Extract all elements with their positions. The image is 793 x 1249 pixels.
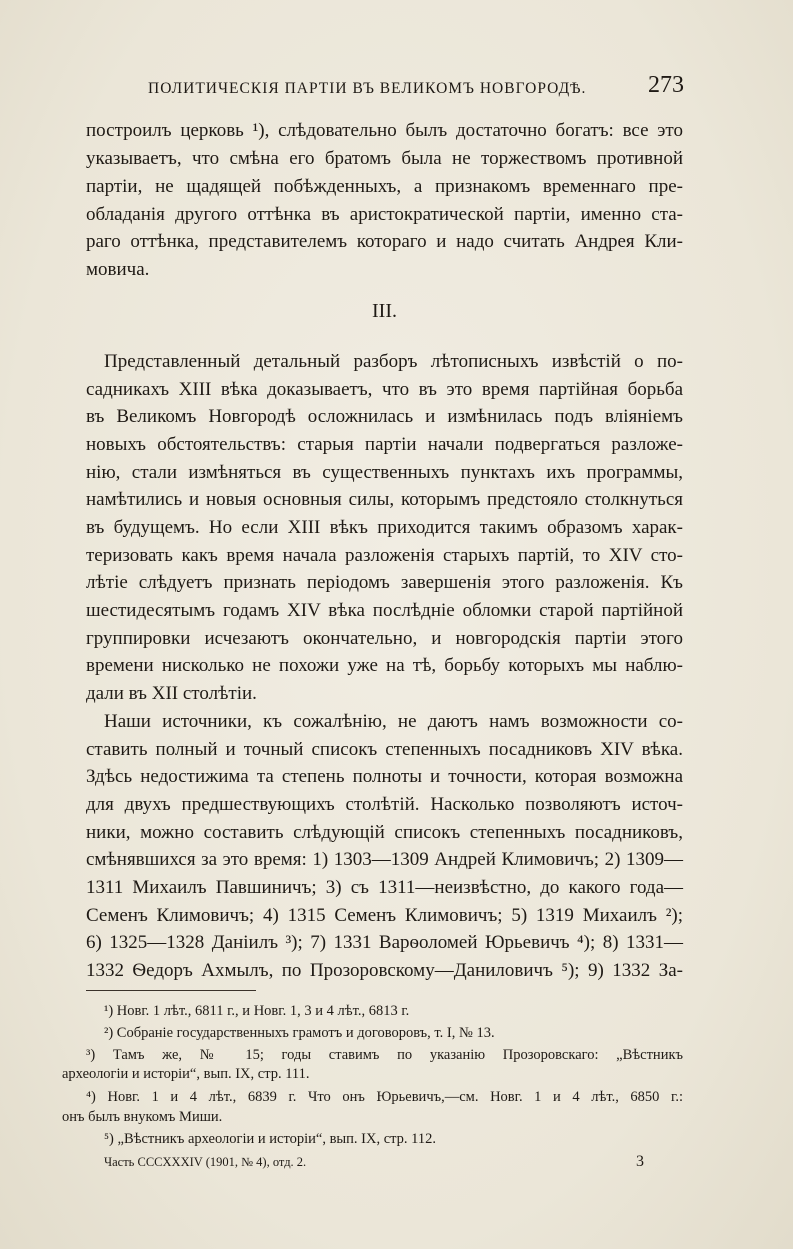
text-line: 1311 Михаилъ Павшиничъ; 3) съ 1311—неизвѣстно, до какого года— — [86, 877, 683, 898]
footnote: онъ былъ внукомъ Миши. — [62, 1109, 223, 1125]
text-line: Семенъ Климовичъ; 4) 1315 Семенъ Климовичъ; 5) 1319 Михаилъ ²); — [86, 905, 683, 926]
text-line: времени нисколько не похожи уже на тѣ, борьбу которыхъ мы наблю- — [86, 655, 683, 676]
text-line: въ будущемъ. Но если XIII вѣкъ приходится такимъ образомъ харак- — [86, 517, 683, 538]
footnote: ⁵) „Вѣстникъ археологіи и исторіи“, вып. IX, стр. 112. — [104, 1131, 436, 1147]
text-line: указываетъ, что смѣна его братомъ была не торжествомъ противной — [86, 148, 683, 169]
text-line: новыхъ обстоятельствъ: старыя партіи начали подвергаться разложе- — [86, 434, 683, 455]
text-line: шестидесятымъ годамъ XIV вѣка послѣдніе обломки старой партійной — [86, 600, 683, 621]
footnote: ¹) Новг. 1 лѣт., 6811 г., и Новг. 1, 3 и 4 лѣт., 6813 г. — [104, 1003, 410, 1019]
text-line: построилъ церковь ¹), слѣдовательно былъ достаточно богатъ: все это — [86, 120, 683, 141]
text-line: намѣтились и новыя основныя силы, которымъ предстояло столкнуться — [86, 489, 683, 510]
text-line: въ Великомъ Новгородѣ осложнилась и измѣнилась подъ вліяніемъ — [86, 406, 683, 427]
text-line: обладанія другого оттѣнка въ аристократической партіи, именно ста- — [86, 204, 683, 225]
footnote-divider — [86, 990, 256, 991]
footnote: археологіи и исторіи“, вып. IX, стр. 111. — [62, 1066, 310, 1082]
text-line: для двухъ предшествующихъ столѣтій. Насколько позволяютъ источ- — [86, 794, 683, 815]
text-line: теризовать какъ время начала разложенія старыхъ партій, то XIV сто- — [86, 545, 683, 566]
text-line: лѣтіе слѣдуетъ признать періодомъ завершенія этого разложенія. Къ — [86, 572, 683, 593]
text-line: садникахъ XIII вѣка доказываетъ, что въ это время партійная борьба — [86, 379, 683, 400]
text-line: партіи, не щадящей побѣжденныхъ, а признакомъ временнаго пре- — [86, 176, 683, 197]
footnote: ²) Собраніе государственныхъ грамотъ и договоровъ, т. I, № 13. — [104, 1025, 495, 1041]
footnote: ⁴) Новг. 1 и 4 лѣт., 6839 г. Что онъ Юрьевичъ,—см. Новг. 1 и 4 лѣт., 6850 г.: — [86, 1089, 683, 1105]
text-line: дали въ XII столѣтіи. — [86, 683, 257, 704]
text-line: Наши источники, къ сожалѣнію, не даютъ намъ возможности со- — [104, 711, 683, 732]
text-line: Представленный детальный разборъ лѣтописныхъ извѣстій о по- — [104, 351, 683, 372]
text-line: 6) 1325—1328 Даніилъ ³); 7) 1331 Варѳоломей Юрьевичъ ⁴); 8) 1331— — [86, 932, 683, 953]
page-header — [148, 72, 688, 102]
running-head: ПОЛИТИЧЕСКІЯ ПАРТІИ ВЪ ВЕЛИКОМЪ НОВГОРОДѢ. — [148, 80, 587, 97]
text-line: ставить полный и точный списокъ степенныхъ посадниковъ XIV вѣка. — [86, 739, 683, 760]
footnote: ³) Тамъ же, № 15; годы ставимъ по указанію Прозоровскаго: „Вѣстникъ — [86, 1047, 683, 1063]
text-line: 1332 Ѳедоръ Ахмылъ, по Прозоровскому—Даниловичъ ⁵); 9) 1332 За- — [86, 960, 683, 981]
signature-line: Часть CCCXXXIV (1901, № 4), отд. 2. — [104, 1155, 307, 1169]
section-heading: III. — [372, 300, 397, 322]
page-footer — [104, 1153, 644, 1175]
page-number: 273 — [648, 72, 684, 98]
text-line: Здѣсь недостижима та степень полноты и точности, которая возможна — [86, 766, 683, 787]
text-line: ники, можно составить слѣдующій списокъ степенныхъ посадниковъ, — [86, 822, 683, 843]
text-line: нію, стали измѣняться въ существенныхъ пунктахъ ихъ программы, — [86, 462, 683, 483]
text-line: мовича. — [86, 259, 150, 280]
text-line: группировки исчезаютъ окончательно, и новгородскія партіи этого — [86, 628, 683, 649]
text-line: смѣнявшихся за это время: 1) 1303—1309 Андрей Климовичъ; 2) 1309— — [86, 849, 683, 870]
signature-mark: 3 — [636, 1153, 644, 1170]
text-line: раго оттѣнка, представителемъ котораго и надо считать Андрея Кли- — [86, 231, 683, 252]
